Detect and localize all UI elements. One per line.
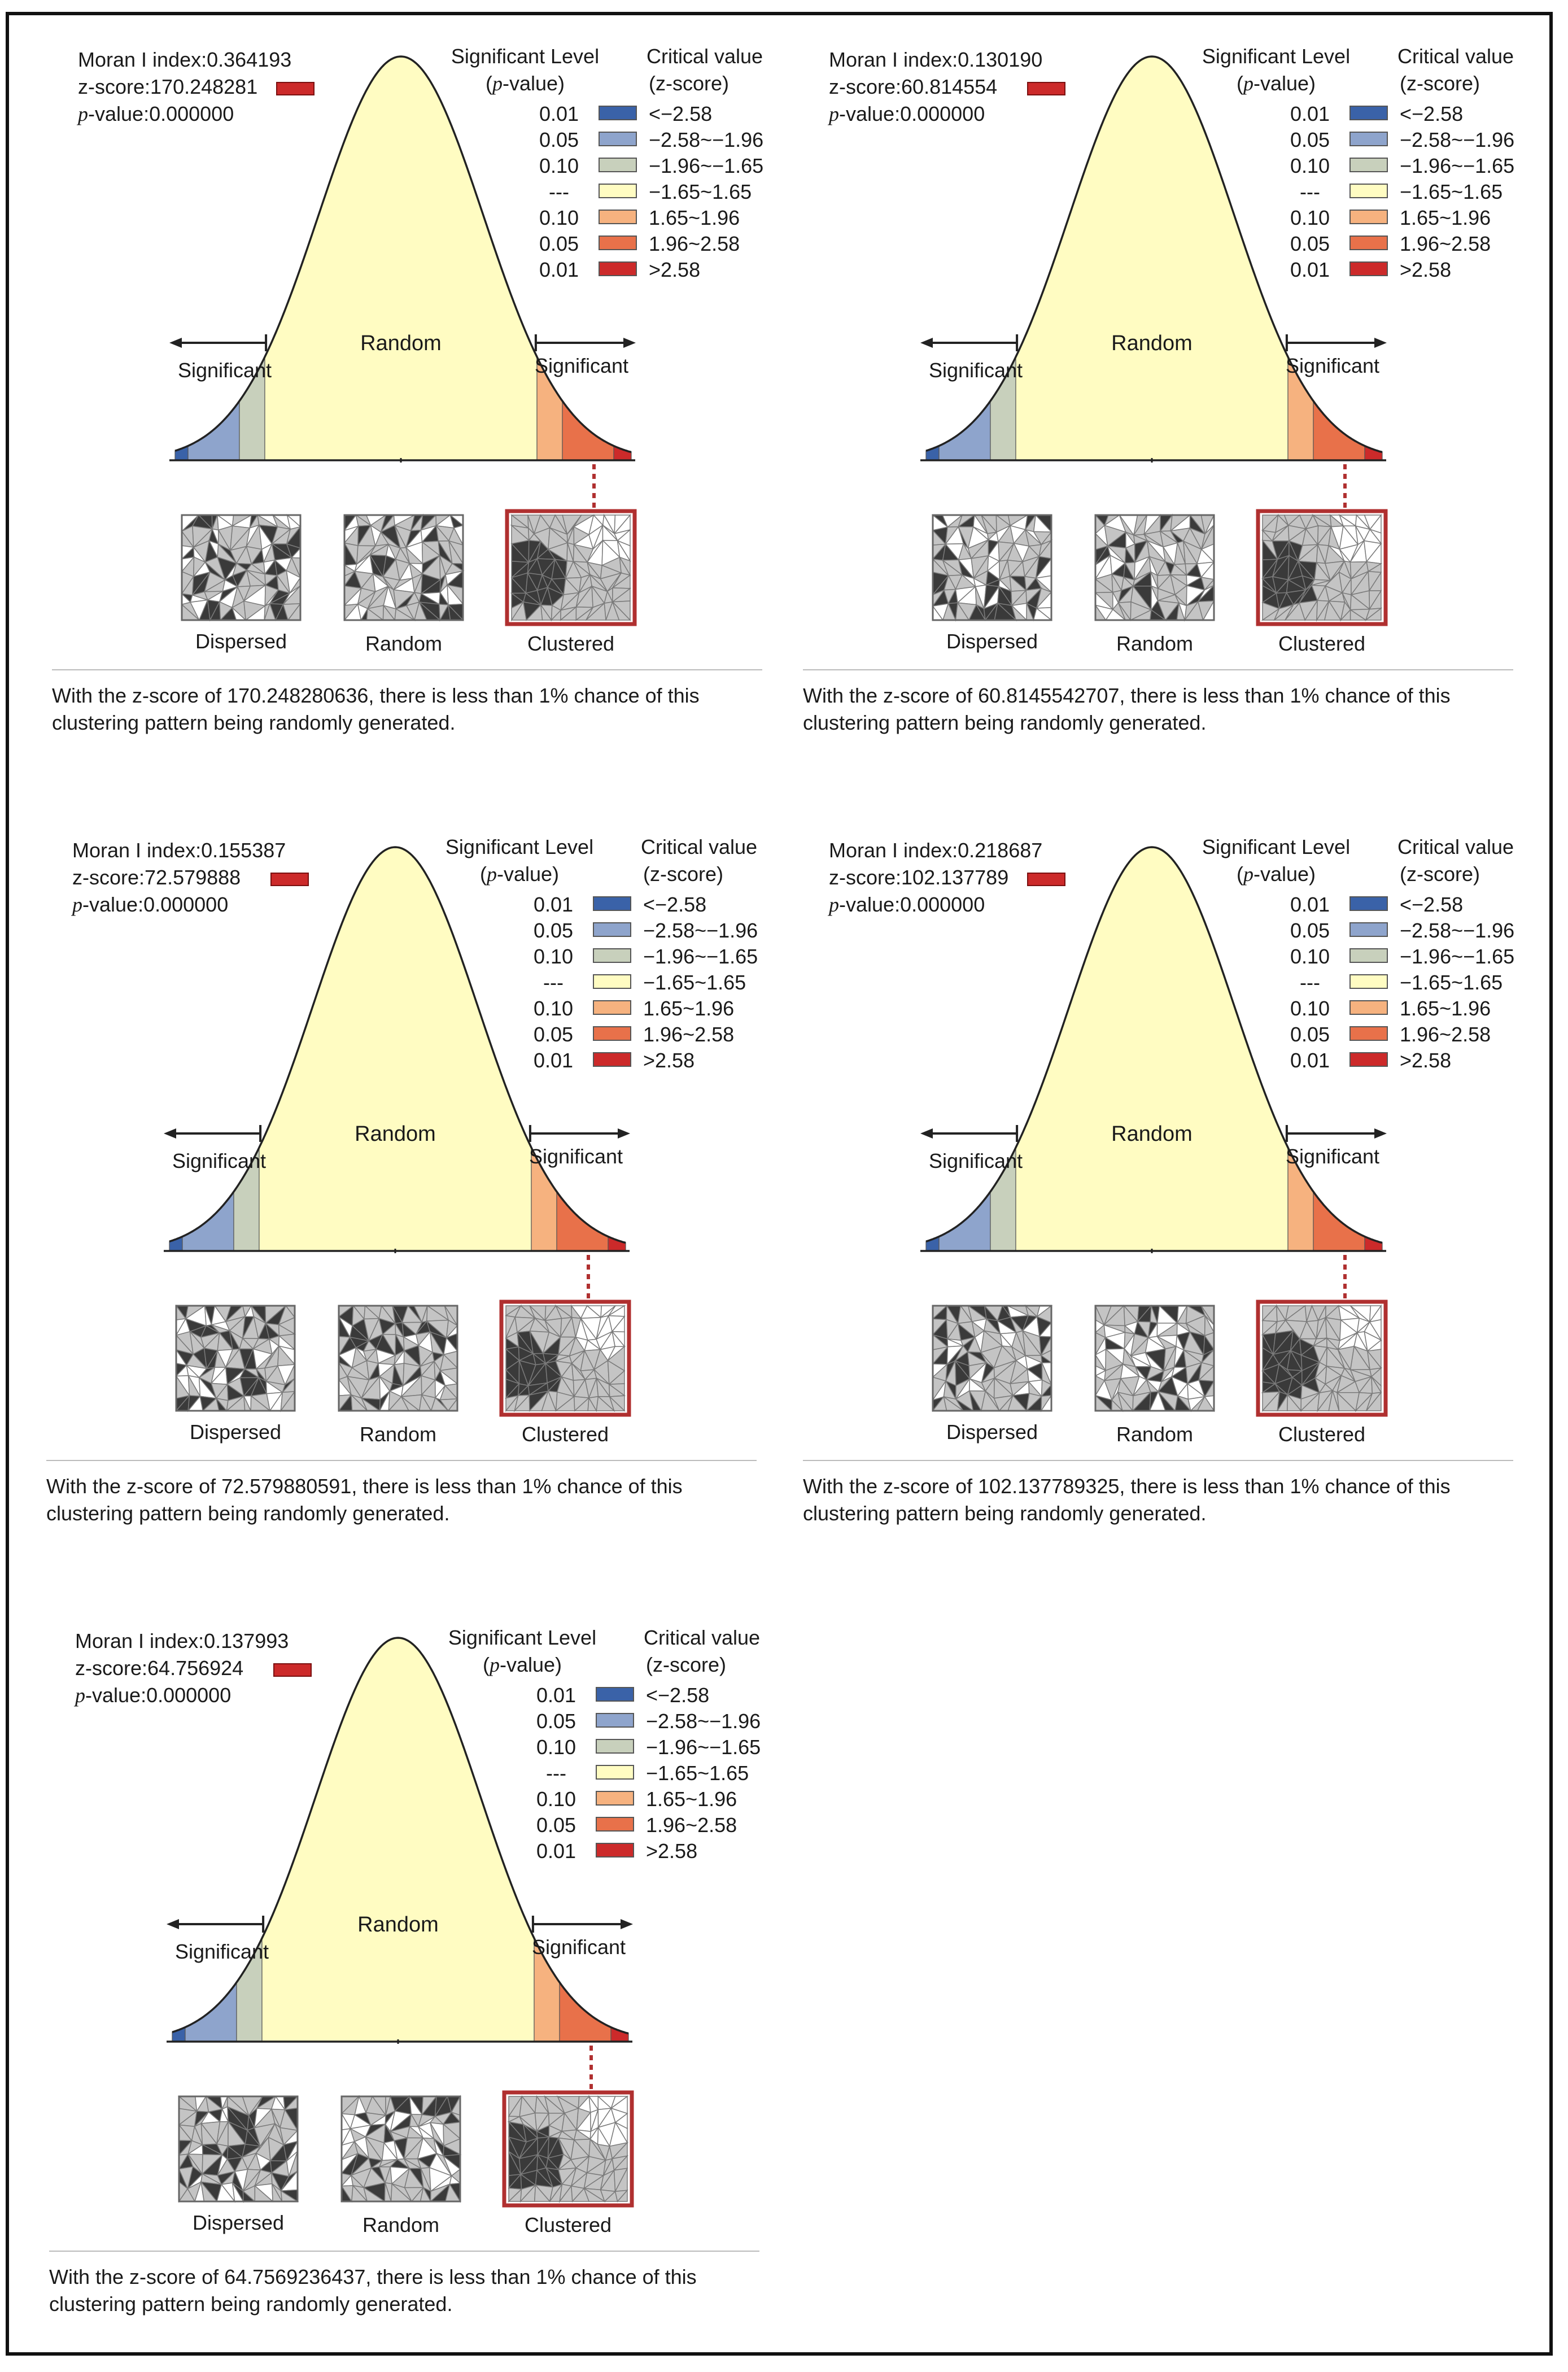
legend-p-6: 0.05	[539, 232, 579, 255]
legend-p-5: 0.10	[1290, 206, 1330, 229]
legend-z-6: 1.96~2.58	[649, 232, 740, 255]
legend-header-zscore: (z-score)	[1400, 862, 1480, 886]
legend-swatch-6	[596, 1817, 634, 1831]
legend-z-7: >2.58	[646, 1839, 698, 1863]
clustered-map	[1258, 1302, 1386, 1415]
pattern-maps	[176, 1302, 629, 1446]
zscore-value: :64.756924	[142, 1656, 244, 1680]
dispersed-map	[182, 515, 300, 620]
pattern-maps	[933, 1302, 1386, 1446]
panel-3	[0, 791, 762, 1581]
moran-value: :0.137993	[198, 1629, 289, 1652]
curve-band-4	[262, 1638, 534, 2042]
stats-block	[827, 48, 1065, 125]
legend-swatch-6	[1350, 236, 1387, 250]
legend-swatch-6	[599, 236, 636, 250]
pvalue-line	[73, 1684, 231, 1707]
caption-line-2: clustering pattern being randomly generated.	[46, 1502, 450, 1525]
legend-p-3: 0.10	[533, 945, 574, 968]
legend-p-6: 0.05	[536, 1813, 576, 1837]
legend-swatch-5	[596, 1791, 634, 1805]
legend-z-1: <−2.58	[643, 893, 707, 916]
pvalue-label: p	[75, 1684, 85, 1707]
legend-swatch-5	[1350, 1001, 1387, 1014]
legend-z-1: <−2.58	[649, 102, 713, 125]
legend-z-2: −2.58~−1.96	[649, 128, 764, 151]
dispersed-map	[179, 2096, 298, 2201]
legend-z-4: −1.65~1.65	[649, 180, 752, 203]
random-map	[339, 1306, 457, 1411]
right-significant-label: Significant	[1285, 1145, 1380, 1168]
right-arrowhead	[1374, 338, 1387, 348]
random-label: Random	[357, 1913, 439, 1937]
moran-label: Moran I index	[829, 839, 953, 862]
moran-line	[78, 48, 291, 71]
legend-p-4: ---	[1300, 180, 1320, 203]
legend-z-7: >2.58	[1400, 1049, 1452, 1072]
legend-header-significant-level: Significant Level	[1202, 835, 1351, 858]
legend-swatch-3	[593, 949, 631, 962]
legend-p-7: 0.01	[1290, 1049, 1330, 1072]
clustered-label: Clustered	[521, 1423, 609, 1446]
legend-z-5: 1.65~1.96	[1400, 206, 1491, 229]
dispersed-map	[933, 1306, 1051, 1411]
left-arrowhead	[169, 338, 182, 348]
legend-swatch-3	[1350, 949, 1387, 962]
random-map	[342, 2096, 460, 2201]
caption-line-2: clustering pattern being randomly generated.	[803, 711, 1207, 734]
legend-swatch-4	[1350, 184, 1387, 198]
moran-line	[829, 48, 1042, 71]
legend-p-6: 0.05	[533, 1023, 574, 1046]
moran-label: Moran I index	[75, 1629, 199, 1652]
legend-p-5: 0.10	[539, 206, 579, 229]
legend-z-3: −1.96~−1.65	[1400, 945, 1515, 968]
legend-z-1: <−2.58	[646, 1684, 710, 1707]
legend-z-4: −1.65~1.65	[646, 1761, 749, 1785]
left-arrowhead	[920, 1128, 933, 1139]
caption-line-2: clustering pattern being randomly generated.	[52, 711, 456, 734]
moran-value: :0.130190	[952, 48, 1043, 71]
zscore-label: z-score	[75, 1656, 142, 1680]
legend-header-significant-level: Significant Level	[451, 45, 600, 68]
legend-swatch-1	[593, 897, 631, 910]
legend-p-2: 0.05	[539, 128, 579, 151]
legend-swatch-2	[1350, 132, 1387, 146]
legend-p-6: 0.05	[1290, 1023, 1330, 1046]
right-arrowhead	[618, 1128, 630, 1139]
legend-p-7: 0.01	[1290, 258, 1330, 281]
panel-4	[751, 791, 1519, 1581]
legend-p-6: 0.05	[1290, 232, 1330, 255]
random-map	[1095, 515, 1214, 620]
clustered-map	[507, 511, 635, 624]
random-label: Random	[1111, 332, 1193, 355]
legend-z-2: −2.58~−1.96	[643, 919, 758, 942]
legend-swatch-7	[1350, 262, 1387, 276]
clustered-label: Clustered	[1278, 1423, 1366, 1446]
legend-z-7: >2.58	[649, 258, 701, 281]
legend-p-1: 0.01	[1290, 102, 1330, 125]
legend-swatch-4	[599, 184, 636, 198]
legend	[448, 1626, 761, 1863]
legend-z-3: −1.96~−1.65	[646, 1736, 761, 1759]
legend-swatch-2	[593, 923, 631, 936]
pvalue-value: :0.000000	[141, 1684, 232, 1707]
random-label: Random	[355, 1122, 436, 1146]
legend-z-3: −1.96~−1.65	[1400, 154, 1515, 177]
legend-p-2: 0.05	[533, 919, 574, 942]
legend-header-critical-value: Critical value	[1397, 835, 1514, 858]
caption-line-1: With the z-score of 72.579880591, there is less than 1% chance of this	[46, 1475, 683, 1498]
right-significant-label: Significant	[1285, 354, 1380, 377]
moran-label: Moran I index	[78, 48, 202, 71]
legend-swatch-5	[599, 210, 636, 224]
pvalue-label-rest: -value	[839, 893, 895, 916]
curve-band-4	[1016, 847, 1288, 1251]
legend-swatch-2	[596, 1713, 634, 1727]
right-significant-label: Significant	[531, 1935, 626, 1959]
legend-p-7: 0.01	[536, 1839, 576, 1863]
legend-swatch-7	[596, 1843, 634, 1857]
right-arrowhead	[623, 338, 636, 348]
legend-p-2: 0.05	[1290, 919, 1330, 942]
caption-line-1: With the z-score of 60.8145542707, there is less than 1% chance of this	[803, 684, 1451, 707]
random-map-label: Random	[365, 632, 443, 655]
pvalue-label-rest: -value	[82, 893, 138, 916]
zscore-value: :60.814554	[896, 75, 998, 98]
legend-p-4: ---	[546, 1761, 566, 1785]
legend-z-6: 1.96~2.58	[1400, 232, 1491, 255]
random-map-label: Random	[1116, 632, 1194, 655]
pvalue-label-rest: -value	[85, 1684, 141, 1707]
pvalue-label: p	[829, 103, 839, 125]
pvalue-value: :0.000000	[143, 102, 234, 125]
random-label: Random	[1111, 1122, 1193, 1146]
legend-p-4: ---	[549, 180, 569, 203]
right-arrowhead	[1374, 1128, 1387, 1139]
legend-swatch-7	[593, 1053, 631, 1066]
caption-line-1: With the z-score of 102.137789325, there is less than 1% chance of this	[803, 1475, 1451, 1498]
zscore-label: z-score	[78, 75, 145, 98]
dispersed-label: Dispersed	[189, 1420, 282, 1444]
legend-swatch-4	[593, 975, 631, 988]
left-significant-label: Significant	[928, 359, 1023, 382]
clustered-map	[1258, 511, 1386, 624]
zscore-color-swatch	[1028, 82, 1065, 95]
legend-p-2: 0.05	[1290, 128, 1330, 151]
pvalue-line	[71, 893, 228, 916]
stats-block	[76, 48, 314, 125]
legend-swatch-4	[1350, 975, 1387, 988]
legend-header-pvalue: (p-value)	[479, 862, 560, 886]
zscore-label: z-score	[829, 866, 896, 889]
legend-p-1: 0.01	[539, 102, 579, 125]
legend-z-3: −1.96~−1.65	[649, 154, 764, 177]
legend-header-pvalue: (p-value)	[1236, 862, 1316, 886]
legend-swatch-3	[596, 1739, 634, 1753]
legend-z-2: −2.58~−1.96	[1400, 128, 1515, 151]
legend-swatch-7	[599, 262, 636, 276]
dispersed-map	[933, 515, 1051, 620]
dispersed-label: Dispersed	[192, 2211, 285, 2234]
legend-z-4: −1.65~1.65	[1400, 971, 1503, 994]
random-map-label: Random	[359, 1423, 437, 1446]
legend-z-4: −1.65~1.65	[643, 971, 746, 994]
legend-header-significant-level: Significant Level	[1202, 45, 1351, 68]
zscore-value: :170.248281	[145, 75, 258, 98]
curve-band-4	[265, 56, 537, 460]
legend-p-1: 0.01	[1290, 893, 1330, 916]
legend-swatch-4	[596, 1765, 634, 1779]
legend-p-4: ---	[1300, 971, 1320, 994]
pvalue-line	[827, 893, 985, 916]
legend-header-critical-value: Critical value	[643, 1626, 761, 1649]
legend-swatch-3	[1350, 158, 1387, 172]
legend-header-zscore: (z-score)	[649, 72, 729, 95]
random-map-label: Random	[1116, 1423, 1194, 1446]
legend-swatch-1	[1350, 897, 1387, 910]
legend-header-critical-value: Critical value	[640, 835, 758, 858]
legend-swatch-7	[1350, 1053, 1387, 1066]
legend-swatch-2	[1350, 923, 1387, 936]
stats-block	[73, 1629, 311, 1707]
pvalue-value: :0.000000	[894, 893, 985, 916]
zscore-color-swatch	[277, 82, 314, 95]
caption-line-1: With the z-score of 64.7569236437, there is less than 1% chance of this	[49, 2265, 697, 2288]
legend-p-3: 0.10	[1290, 154, 1330, 177]
caption-line-2: clustering pattern being randomly generated.	[49, 2292, 453, 2316]
curve-band-4	[1016, 56, 1288, 460]
legend-swatch-1	[596, 1688, 634, 1701]
legend-z-2: −2.58~−1.96	[646, 1710, 761, 1733]
clustered-map	[501, 1302, 629, 1415]
zscore-color-swatch	[271, 873, 308, 886]
legend-swatch-5	[1350, 210, 1387, 224]
legend-header-significant-level: Significant Level	[445, 835, 594, 858]
pvalue-value: :0.000000	[894, 102, 985, 125]
legend-swatch-5	[593, 1001, 631, 1014]
panel-1	[0, 0, 768, 791]
right-arrowhead	[621, 1919, 633, 1929]
legend-z-6: 1.96~2.58	[646, 1813, 737, 1837]
legend-z-2: −2.58~−1.96	[1400, 919, 1515, 942]
legend-swatch-6	[1350, 1027, 1387, 1040]
stats-block	[71, 839, 308, 916]
right-significant-label: Significant	[534, 354, 629, 377]
pattern-maps	[933, 511, 1386, 655]
random-map	[344, 515, 463, 620]
legend-z-7: >2.58	[1400, 258, 1452, 281]
legend-p-5: 0.10	[536, 1787, 576, 1811]
zscore-line	[829, 75, 997, 98]
random-label: Random	[360, 332, 442, 355]
left-significant-label: Significant	[172, 1149, 267, 1172]
legend-z-3: −1.96~−1.65	[643, 945, 758, 968]
zscore-value: :72.579888	[139, 866, 241, 889]
moran-label: Moran I index	[829, 48, 953, 71]
legend-z-5: 1.65~1.96	[646, 1787, 737, 1811]
legend-header-pvalue: (p-value)	[1236, 72, 1316, 95]
zscore-line	[829, 866, 1008, 889]
panel-2	[751, 0, 1519, 791]
moran-label: Moran I index	[72, 839, 196, 862]
left-significant-label: Significant	[177, 359, 272, 382]
legend-header-zscore: (z-score)	[1400, 72, 1480, 95]
pattern-maps	[179, 2092, 632, 2236]
dispersed-label: Dispersed	[946, 630, 1038, 653]
legend	[445, 835, 758, 1072]
random-map-label: Random	[362, 2213, 440, 2236]
pvalue-value: :0.000000	[138, 893, 229, 916]
zscore-line	[75, 1656, 243, 1680]
left-arrowhead	[167, 1919, 179, 1929]
legend-header-zscore: (z-score)	[643, 862, 723, 886]
legend-p-1: 0.01	[536, 1684, 576, 1707]
panel-5	[0, 1581, 765, 2372]
clustered-map	[504, 2092, 632, 2205]
legend	[1202, 835, 1514, 1072]
pvalue-label: p	[72, 893, 82, 916]
left-arrowhead	[164, 1128, 176, 1139]
moran-value: :0.155387	[195, 839, 286, 862]
legend-z-1: <−2.58	[1400, 102, 1464, 125]
right-significant-label: Significant	[529, 1145, 623, 1168]
legend-swatch-2	[599, 132, 636, 146]
caption-line-1: With the z-score of 170.248280636, there is less than 1% chance of this	[52, 684, 700, 707]
zscore-value: :102.137789	[896, 866, 1009, 889]
legend-swatch-6	[593, 1027, 631, 1040]
legend-p-3: 0.10	[536, 1736, 576, 1759]
legend-header-zscore: (z-score)	[646, 1653, 726, 1676]
pvalue-label-rest: -value	[839, 102, 895, 125]
clustered-label: Clustered	[1278, 632, 1366, 655]
legend-p-7: 0.01	[533, 1049, 574, 1072]
legend-p-2: 0.05	[536, 1710, 576, 1733]
legend-header-pvalue: (p-value)	[485, 72, 565, 95]
dispersed-label: Dispersed	[195, 630, 287, 653]
left-significant-label: Significant	[928, 1149, 1023, 1172]
pvalue-label: p	[829, 893, 839, 916]
legend-z-5: 1.65~1.96	[643, 997, 735, 1020]
caption-line-2: clustering pattern being randomly generated.	[803, 1502, 1207, 1525]
legend-p-3: 0.10	[539, 154, 579, 177]
moran-line	[75, 1629, 289, 1652]
legend-swatch-1	[599, 106, 636, 120]
legend-p-7: 0.01	[539, 258, 579, 281]
random-map	[1095, 1306, 1214, 1411]
pvalue-label-rest: -value	[88, 102, 144, 125]
legend-p-3: 0.10	[1290, 945, 1330, 968]
zscore-line	[78, 75, 257, 98]
legend-swatch-3	[599, 158, 636, 172]
left-significant-label: Significant	[174, 1940, 269, 1963]
pvalue-line	[76, 102, 234, 125]
dispersed-map	[176, 1306, 295, 1411]
pvalue-line	[827, 102, 985, 125]
legend-header-critical-value: Critical value	[1397, 45, 1514, 68]
moran-value: :0.364193	[201, 48, 292, 71]
legend-swatch-1	[1350, 106, 1387, 120]
zscore-label: z-score	[72, 866, 139, 889]
left-arrowhead	[920, 338, 933, 348]
legend-z-4: −1.65~1.65	[1400, 180, 1503, 203]
legend-z-6: 1.96~2.58	[1400, 1023, 1491, 1046]
legend-p-1: 0.01	[533, 893, 574, 916]
moran-line	[72, 839, 286, 862]
legend	[1202, 45, 1514, 281]
zscore-color-swatch	[274, 1664, 311, 1676]
moran-value: :0.218687	[952, 839, 1043, 862]
stats-block	[827, 839, 1065, 916]
zscore-color-swatch	[1028, 873, 1065, 886]
legend-p-5: 0.10	[1290, 997, 1330, 1020]
legend-z-5: 1.65~1.96	[649, 206, 740, 229]
legend-p-5: 0.10	[533, 997, 574, 1020]
zscore-label: z-score	[829, 75, 896, 98]
legend-header-pvalue: (p-value)	[482, 1653, 562, 1676]
pvalue-label: p	[78, 103, 88, 125]
moran-line	[829, 839, 1042, 862]
legend-header-critical-value: Critical value	[646, 45, 763, 68]
dispersed-label: Dispersed	[946, 1420, 1038, 1444]
clustered-label: Clustered	[527, 632, 615, 655]
curve-band-4	[259, 847, 531, 1251]
legend-z-1: <−2.58	[1400, 893, 1464, 916]
pattern-maps	[182, 511, 635, 655]
legend-z-5: 1.65~1.96	[1400, 997, 1491, 1020]
clustered-label: Clustered	[524, 2213, 612, 2236]
legend-z-7: >2.58	[643, 1049, 695, 1072]
legend-z-6: 1.96~2.58	[643, 1023, 735, 1046]
legend-p-4: ---	[543, 971, 564, 994]
legend-header-significant-level: Significant Level	[448, 1626, 597, 1649]
legend	[451, 45, 763, 281]
zscore-line	[72, 866, 241, 889]
